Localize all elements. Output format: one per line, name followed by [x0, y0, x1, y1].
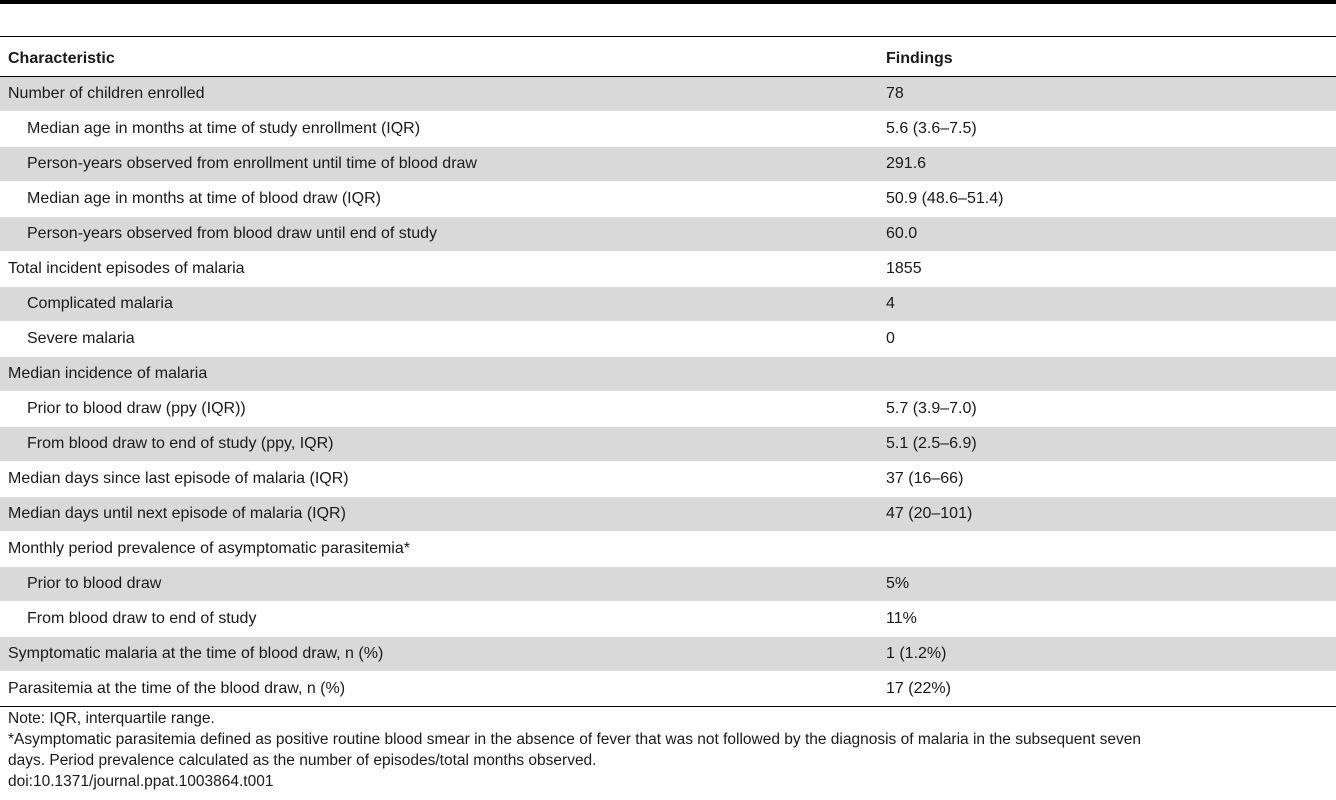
row-label: Median age in months at time of study enrollment (IQR) — [0, 112, 878, 147]
table-row — [0, 322, 1336, 357]
row-label: Symptomatic malaria at the time of blood draw, n (%) — [0, 637, 878, 672]
row-value: 47 (20–101) — [878, 497, 1336, 532]
row-label: Total incident episodes of malaria — [0, 252, 878, 287]
row-value: 11% — [878, 602, 1336, 637]
row-label: Prior to blood draw — [0, 567, 878, 602]
row-label: Person-years observed from blood draw until end of study — [0, 217, 878, 252]
row-label: Complicated malaria — [0, 287, 878, 322]
table-top-rule — [0, 0, 1336, 4]
row-label: From blood draw to end of study (ppy, IQR) — [0, 427, 878, 462]
row-label: Monthly period prevalence of asymptomatic parasitemia* — [0, 532, 878, 567]
table-row — [0, 497, 1336, 532]
column-header-findings: Findings — [878, 42, 1336, 77]
table-row — [0, 392, 1336, 427]
table-row — [0, 427, 1336, 462]
row-value: 4 — [878, 287, 1336, 322]
row-value: 50.9 (48.6–51.4) — [878, 182, 1336, 217]
row-value: 5% — [878, 567, 1336, 602]
row-value — [878, 357, 1336, 392]
table-notes — [8, 708, 1336, 792]
table-header-row — [0, 42, 1336, 77]
row-label: Median days since last episode of malaria (IQR) — [0, 462, 878, 497]
table-row — [0, 182, 1336, 217]
row-value: 60.0 — [878, 217, 1336, 252]
table-row — [0, 672, 1336, 707]
row-value: 1855 — [878, 252, 1336, 287]
characteristics-table — [0, 42, 1336, 707]
row-label: From blood draw to end of study — [0, 602, 878, 637]
row-label: Person-years observed from enrollment until time of blood draw — [0, 147, 878, 182]
table-row — [0, 462, 1336, 497]
row-label: Number of children enrolled — [0, 77, 878, 112]
doi-link[interactable]: doi:10.1371/journal.ppat.1003864.t001 — [8, 773, 274, 790]
row-value: 291.6 — [878, 147, 1336, 182]
footnote-line-1: *Asymptomatic parasitemia defined as positive routine blood smear in the absence of fever that was not followed by the diagnosis of malaria in the subsequent seven — [8, 731, 1142, 748]
row-value — [878, 532, 1336, 567]
row-value: 37 (16–66) — [878, 462, 1336, 497]
row-value: 1 (1.2%) — [878, 637, 1336, 672]
row-value: 78 — [878, 77, 1336, 112]
table-header-rule — [0, 36, 1336, 37]
row-label: Parasitemia at the time of the blood draw, n (%) — [0, 672, 878, 707]
abbreviation-note: Note: IQR, interquartile range. — [8, 710, 215, 727]
row-value: 0 — [878, 322, 1336, 357]
row-label: Median days until next episode of malaria (IQR) — [0, 497, 878, 532]
table-row — [0, 147, 1336, 182]
footnote-line-2: days. Period prevalence calculated as the number of episodes/total months observed. — [8, 752, 597, 769]
row-label: Severe malaria — [0, 322, 878, 357]
row-value: 5.6 (3.6–7.5) — [878, 112, 1336, 147]
table-row — [0, 112, 1336, 147]
column-header-characteristic: Characteristic — [0, 42, 878, 77]
row-value: 5.1 (2.5–6.9) — [878, 427, 1336, 462]
row-label: Median age in months at time of blood draw (IQR) — [0, 182, 878, 217]
row-label: Prior to blood draw (ppy (IQR)) — [0, 392, 878, 427]
table-row — [0, 252, 1336, 287]
table-row — [0, 637, 1336, 672]
table-row — [0, 287, 1336, 322]
row-label: Median incidence of malaria — [0, 357, 878, 392]
table-row — [0, 532, 1336, 567]
row-value: 17 (22%) — [878, 672, 1336, 707]
table-row — [0, 217, 1336, 252]
table-row — [0, 567, 1336, 602]
table-row — [0, 357, 1336, 392]
table-row — [0, 77, 1336, 112]
row-value: 5.7 (3.9–7.0) — [878, 392, 1336, 427]
table-row — [0, 602, 1336, 637]
